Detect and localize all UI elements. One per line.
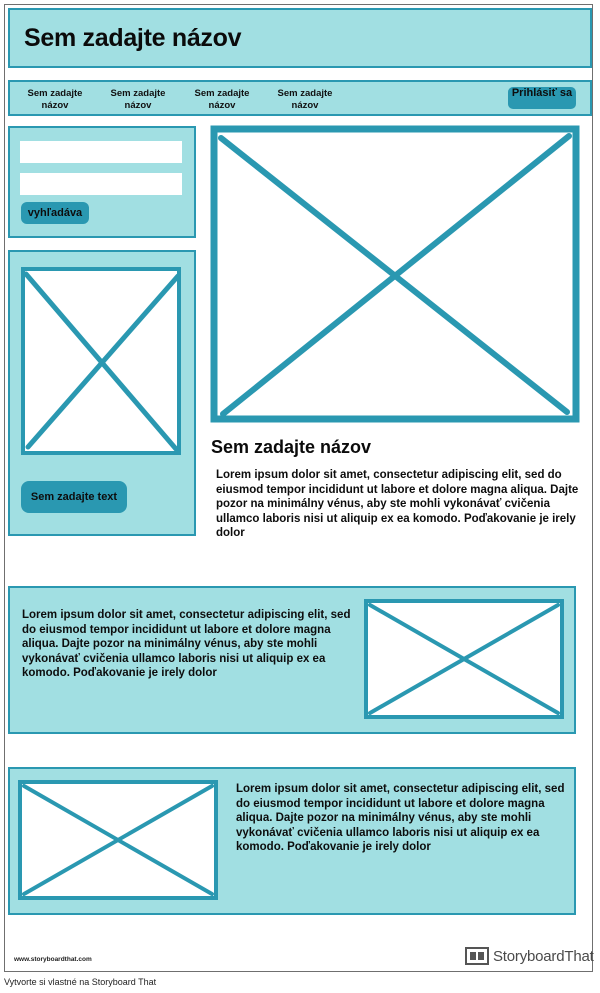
section3-image-placeholder-icon	[16, 778, 220, 902]
login-button[interactable]: Prihlásiť sa	[508, 87, 576, 109]
footer-url[interactable]: www.storyboardthat.com	[14, 956, 92, 963]
brand-name: StoryboardThat	[493, 947, 594, 965]
nav-item-2[interactable]: Sem zadajte názov	[110, 88, 166, 111]
search-input-secondary[interactable]	[20, 173, 182, 195]
sidebar-text-button[interactable]: Sem zadajte text	[21, 481, 127, 513]
section2-image-placeholder-icon	[362, 597, 566, 721]
search-input[interactable]	[20, 141, 182, 163]
nav-item-3[interactable]: Sem zadajte názov	[194, 88, 250, 111]
hero-image-placeholder-icon	[209, 124, 581, 424]
storyboardthat-logo-icon	[465, 947, 489, 965]
page-title: Sem zadajte názov	[24, 24, 242, 52]
main-body-text: Lorem ipsum dolor sit amet, consectetur adipiscing elit, sed do eiusmod tempor incididunt ut labore et dolore magna aliqua. Dajte pozor na minimálny vénus, aby ste mohli vykonávať cvičenia ullamco laboris nisi ut aliquip ex ea komodo. Poďakovanie je irely dolor	[216, 469, 579, 539]
nav-item-4[interactable]: Sem zadajte názov	[277, 88, 333, 111]
section2-body-text: Lorem ipsum dolor sit amet, consectetur adipiscing elit, sed do eiusmod tempor incididunt ut labore et dolore magna aliqua. Dajte pozor na minimálny vénus, aby ste mohli vykonávať cvičenia ullamco laboris nisi ut aliquip ex ea komodo. Poďakovanie je irely dolor	[22, 609, 351, 679]
main-heading: Sem zadajte názov	[211, 437, 372, 457]
section3-body-text: Lorem ipsum dolor sit amet, consectetur adipiscing elit, sed do eiusmod tempor incididunt ut labore et dolore magna aliqua. Dajte pozor na minimálny vénus, aby ste mohli vykonávať cvičenia ullamco laboris nisi ut aliquip ex ea komodo. Poďakovanie je irely dolor	[236, 783, 565, 853]
search-button[interactable]: vyhľadáva	[21, 202, 89, 224]
footer-caption: Vytvorte si vlastné na Storyboard That	[4, 977, 157, 987]
image-placeholder-icon	[18, 266, 184, 458]
brand-logo[interactable]	[465, 945, 594, 967]
nav-item-1[interactable]: Sem zadajte názov	[27, 88, 83, 111]
